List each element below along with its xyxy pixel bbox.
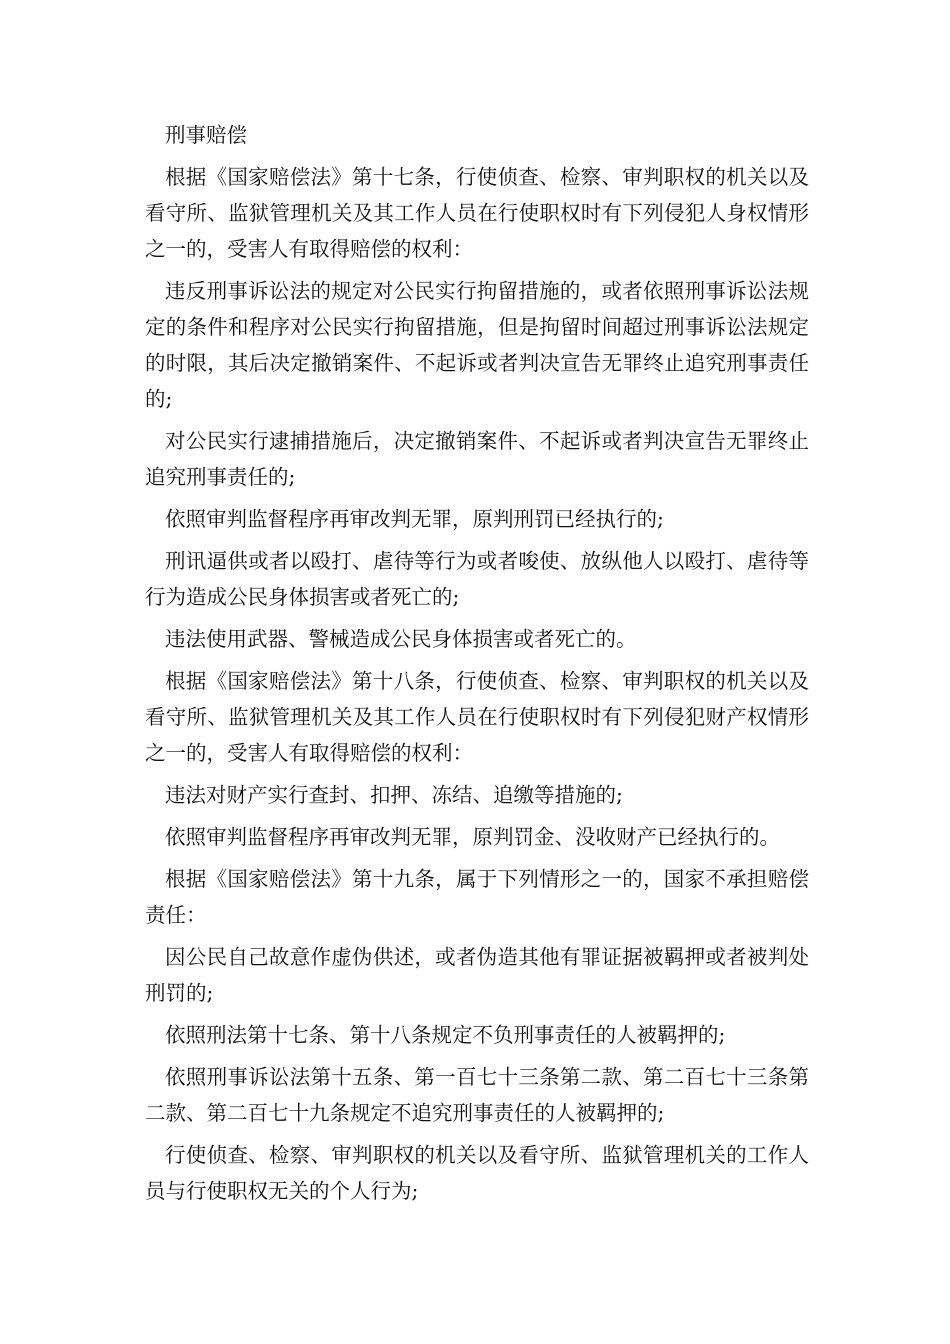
document-page bbox=[145, 117, 809, 1215]
paragraph-5: 刑讯逼供或者以殴打、虐待等行为或者唆使、放纵他人以殴打、虐待等行为造成公民身体损害或者死亡的; bbox=[145, 549, 809, 609]
paragraph-1: 根据《国家赔偿法》第十七条，行使侦查、检察、审判职权的机关以及看守所、监狱管理机关及其工作人员在行使职权时有下列侵犯人身权情形之一的，受害人有取得赔偿的权利： bbox=[145, 165, 809, 261]
paragraph-10: 根据《国家赔偿法》第十九条，属于下列情形之一的，国家不承担赔偿责任： bbox=[145, 867, 809, 927]
paragraph-13: 依照刑事诉讼法第十五条、第一百七十三条第二款、第二百七十三条第二款、第二百七十九条规定不追究刑事责任的人被羁押的; bbox=[145, 1065, 809, 1125]
paragraph-3: 对公民实行逮捕措施后，决定撤销案件、不起诉或者判决宣告无罪终止追究刑事责任的; bbox=[145, 429, 809, 489]
paragraph-6: 违法使用武器、警械造成公民身体损害或者死亡的。 bbox=[165, 627, 637, 651]
paragraph-12: 依照刑法第十七条、第十八条规定不负刑事责任的人被羁押的; bbox=[165, 1023, 726, 1047]
paragraph-7: 根据《国家赔偿法》第十八条，行使侦查、检察、审判职权的机关以及看守所、监狱管理机关及其工作人员在行使职权时有下列侵犯财产权情形之一的，受害人有取得赔偿的权利： bbox=[145, 669, 809, 765]
paragraph-4: 依照审判监督程序再审改判无罪，原判刑罚已经执行的; bbox=[165, 507, 664, 531]
document-title: 刑事赔偿 bbox=[165, 123, 247, 147]
paragraph-11: 因公民自己故意作虚伪供述，或者伪造其他有罪证据被羁押或者被判处刑罚的; bbox=[145, 945, 809, 1005]
paragraph-2: 违反刑事诉讼法的规定对公民实行拘留措施的，或者依照刑事诉讼法规定的条件和程序对公民实行拘留措施，但是拘留时间超过刑事诉讼法规定的时限，其后决定撤销案件、不起诉或者判决宣告无罪终止追究刑事责任的; bbox=[145, 279, 809, 411]
paragraph-8: 违法对财产实行查封、扣押、冻结、追缴等措施的; bbox=[165, 783, 623, 807]
paragraph-14: 行使侦查、检察、审判职权的机关以及看守所、监狱管理机关的工作人员与行使职权无关的个人行为; bbox=[145, 1143, 809, 1203]
paragraph-9: 依照审判监督程序再审改判无罪，原判罚金、没收财产已经执行的。 bbox=[165, 825, 780, 849]
